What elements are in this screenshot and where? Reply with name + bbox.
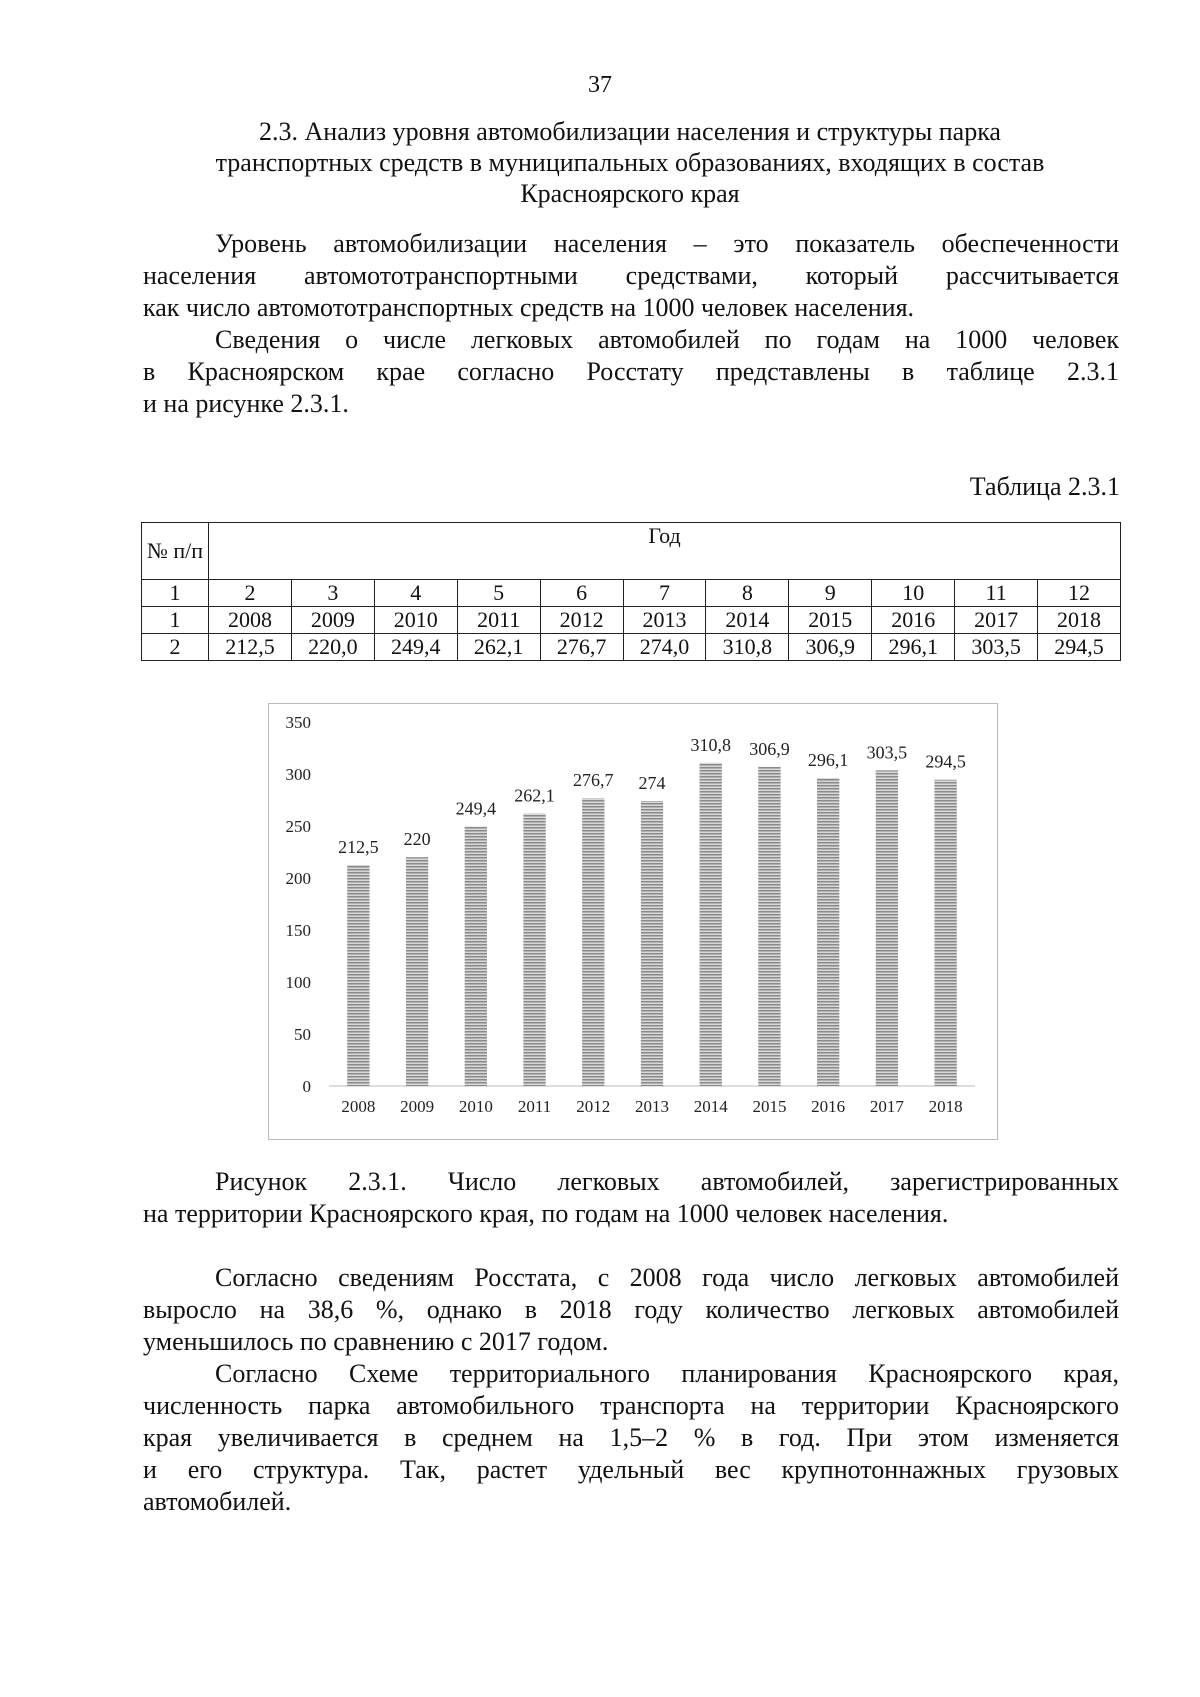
y-tick-label: 0 xyxy=(302,1077,311,1096)
text-line: как число автомототранспортных средств на 1000 человек населения. xyxy=(143,293,915,322)
table-cell: 4 xyxy=(374,580,457,607)
table-cell: 1 xyxy=(142,607,209,634)
header-year-cell: Год xyxy=(209,523,1121,580)
table-cell: 2008 xyxy=(209,607,292,634)
data-label: 296,1 xyxy=(807,750,849,771)
data-label: 310,8 xyxy=(690,734,731,755)
table-cell: 303,5 xyxy=(955,634,1038,661)
page-number: 37 xyxy=(588,72,612,98)
text-line: численность парка автомобильного транспорта на территории Красноярского xyxy=(143,1391,1119,1420)
heading-line: Красноярского края xyxy=(520,179,740,208)
data-label: 262,1 xyxy=(514,785,555,806)
data-label: 306,9 xyxy=(749,738,790,759)
bar xyxy=(523,813,545,1086)
x-tick-label: 2009 xyxy=(400,1097,435,1116)
x-tick-label: 2011 xyxy=(517,1097,552,1116)
text-line: Сведения о числе легковых автомобилей по годам на 1000 человек xyxy=(215,325,1119,354)
bar xyxy=(641,801,663,1086)
text-line: автомобилей. xyxy=(143,1487,292,1516)
data-label: 220 xyxy=(403,829,431,850)
table-cell: 2009 xyxy=(291,607,374,634)
text-line: Согласно Схеме территориального планирования Красноярского края, xyxy=(215,1359,1119,1388)
text-line: и его структура. Так, растет удельный вес крупнотоннажных грузовых xyxy=(143,1455,1119,1484)
table-cell: 2011 xyxy=(457,607,540,634)
table-cell: 2017 xyxy=(955,607,1038,634)
data-label: 249,4 xyxy=(455,798,497,819)
bar xyxy=(582,798,604,1086)
bar xyxy=(817,778,839,1086)
table-cell: 10 xyxy=(872,580,955,607)
heading-line: транспортных средств в муниципальных образованиях, входящих в состав xyxy=(215,148,1045,177)
table-cell: 2012 xyxy=(540,607,623,634)
x-tick-label: 2018 xyxy=(928,1097,963,1116)
x-tick-label: 2015 xyxy=(752,1097,787,1116)
bar xyxy=(406,857,428,1086)
y-tick-label: 200 xyxy=(285,869,311,888)
data-label: 303,5 xyxy=(866,742,908,763)
x-tick-label: 2014 xyxy=(693,1097,728,1116)
table-cell: 276,7 xyxy=(540,634,623,661)
table-cell: 2013 xyxy=(623,607,706,634)
table-cell: 212,5 xyxy=(209,634,292,661)
paragraph-rosstat xyxy=(143,1262,1119,1358)
y-tick-label: 150 xyxy=(285,921,311,940)
data-table xyxy=(141,522,1121,661)
bar xyxy=(347,865,369,1086)
paragraph-table-reference xyxy=(143,324,1119,420)
bar xyxy=(934,780,956,1086)
table-cell: 2018 xyxy=(1038,607,1121,634)
table-cell: 274,0 xyxy=(623,634,706,661)
bar xyxy=(876,770,898,1086)
table-cell: 249,4 xyxy=(374,634,457,661)
heading-line: 2.3. Анализ уровня автомобилизации населения и структуры парка xyxy=(259,117,1001,146)
section-heading xyxy=(140,116,1120,209)
x-tick-label: 2016 xyxy=(811,1097,846,1116)
table-cell: 294,5 xyxy=(1038,634,1121,661)
text-line: Уровень автомобилизации населения – это показатель обеспеченности xyxy=(215,229,1119,258)
table-cell: 296,1 xyxy=(872,634,955,661)
figure-caption xyxy=(143,1166,1119,1230)
paragraph-scheme xyxy=(143,1358,1119,1518)
y-tick-label: 350 xyxy=(285,713,311,732)
x-tick-label: 2012 xyxy=(576,1097,611,1116)
table-cell: 262,1 xyxy=(457,634,540,661)
table-index-row xyxy=(142,580,1121,607)
text-line: на территории Красноярского края, по годам на 1000 человек населения. xyxy=(143,1199,949,1228)
table-cell: 11 xyxy=(955,580,1038,607)
bar-chart xyxy=(269,704,997,1139)
table-cell: 2016 xyxy=(872,607,955,634)
table-row xyxy=(142,634,1121,661)
text-line: и на рисунке 2.3.1. xyxy=(143,389,349,418)
bar xyxy=(758,767,780,1086)
x-tick-label: 2008 xyxy=(341,1097,376,1116)
table-cell: 1 xyxy=(142,580,209,607)
x-tick-label: 2010 xyxy=(458,1097,493,1116)
text-line: края увеличивается в среднем на 1,5–2 % в год. При этом изменяется xyxy=(143,1423,1119,1452)
text-line: в Красноярском крае согласно Росстату представлены в таблице 2.3.1 xyxy=(143,357,1119,386)
data-label: 274 xyxy=(638,773,666,794)
table-cell: 7 xyxy=(623,580,706,607)
table-cell: 2 xyxy=(209,580,292,607)
bar-chart-frame xyxy=(268,703,998,1140)
paragraph-definition xyxy=(143,228,1119,324)
data-label: 212,5 xyxy=(338,837,379,857)
text-line: Рисунок 2.3.1. Число легковых автомобилей, зарегистрированных xyxy=(215,1167,1119,1196)
data-label: 294,5 xyxy=(925,751,966,772)
table-cell: 220,0 xyxy=(291,634,374,661)
table-cell: 6 xyxy=(540,580,623,607)
y-tick-label: 50 xyxy=(294,1025,311,1044)
table-cell: 306,9 xyxy=(789,634,872,661)
table-cell: 5 xyxy=(457,580,540,607)
table-cell: 2014 xyxy=(706,607,789,634)
text-line: выросло на 38,6 %, однако в 2018 году количество легковых автомобилей xyxy=(143,1295,1119,1324)
table-cell: 3 xyxy=(291,580,374,607)
bar xyxy=(700,763,722,1086)
bar xyxy=(465,827,487,1086)
x-tick-label: 2013 xyxy=(635,1097,669,1116)
y-tick-label: 250 xyxy=(285,817,311,836)
table-cell: 2010 xyxy=(374,607,457,634)
table-caption: Таблица 2.3.1 xyxy=(969,472,1120,501)
table-cell: 2015 xyxy=(789,607,872,634)
text-line: уменьшилось по сравнению с 2017 годом. xyxy=(143,1327,609,1356)
data-label: 276,7 xyxy=(573,770,614,791)
y-tick-label: 300 xyxy=(285,765,311,784)
x-tick-label: 2017 xyxy=(869,1097,904,1116)
text-line: населения автомототранспортными средствами, который рассчитывается xyxy=(143,261,1119,290)
table-header-row xyxy=(142,523,1121,580)
table-cell: 310,8 xyxy=(706,634,789,661)
table-row xyxy=(142,607,1121,634)
table-cell: 9 xyxy=(789,580,872,607)
y-tick-label: 100 xyxy=(285,973,311,992)
table-cell: 12 xyxy=(1038,580,1121,607)
table-cell: 2 xyxy=(142,634,209,661)
text-line: Согласно сведениям Росстата, с 2008 года число легковых автомобилей xyxy=(215,1263,1119,1292)
table-cell: 8 xyxy=(706,580,789,607)
header-num-cell: № п/п xyxy=(142,523,209,580)
